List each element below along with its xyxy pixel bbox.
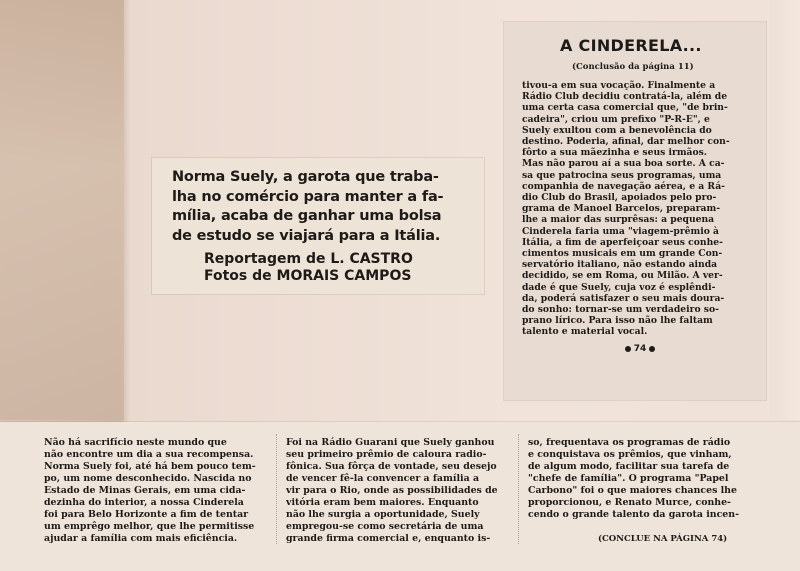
headline-line: de estudo se viajará para a Itália. — [172, 227, 441, 244]
body-line: dezinha do interior, a nossa Cinderela — [44, 497, 244, 508]
body-line: Cinderela faria uma "viagem-prêmio à — [522, 225, 719, 237]
body-line: vitória eram bem maiores. Enquanto — [286, 497, 479, 508]
body-line: vir para o Rio, onde as possibilidades de — [286, 485, 498, 496]
body-line: e conquistava os prêmios, que vinham, — [528, 449, 732, 460]
body-line: não encontre um dia a sua recompensa. — [44, 449, 254, 460]
page-right-edge — [770, 0, 800, 420]
body-line: decidido, se em Roma, ou Milão. A ver- — [522, 270, 723, 282]
body-line: uma certa casa comercial que, "de brin- — [522, 102, 728, 114]
body-line: po, um nome desconhecido. Nascida no — [44, 473, 252, 484]
body-line: companhia de navegação aérea, e a Rá- — [522, 180, 726, 192]
body-line: destino. Poderia, afinal, dar melhor con- — [522, 136, 730, 148]
body-line: um emprêgo melhor, que lhe permitisse — [44, 521, 255, 532]
body-line: cadeira", criou um prefixo "P-R-E", e — [522, 113, 710, 125]
body-line: prano lírico. Para isso não lhe faltam — [522, 315, 713, 327]
body-line: da, poderá satisfazer o seu mais doura- — [522, 292, 725, 304]
bullet-icon — [649, 346, 655, 352]
body-line: foi para Belo Horizonte a fim de tentar — [44, 509, 249, 520]
body-line: grama de Manoel Barcelos, preparam- — [522, 203, 721, 215]
continuation-clipping — [504, 22, 766, 400]
body-line: Não há sacrifício neste mundo que — [44, 437, 227, 448]
bullet-icon — [625, 346, 631, 352]
credits — [204, 251, 474, 285]
body-line: Norma Suely foi, até há bem pouco tem- — [44, 461, 256, 472]
body-line: empregou-se como secretária de uma — [286, 521, 484, 532]
headline-line: lha no comércio para manter a fa- — [172, 188, 444, 205]
body-line: Foi na Rádio Guarani que Suely ganhou — [286, 437, 495, 448]
headline — [172, 168, 472, 246]
headline-clipping — [152, 158, 484, 294]
intro-clipping — [0, 422, 800, 571]
column-3 — [528, 437, 756, 521]
body-line: talento e material vocal. — [522, 326, 648, 338]
report-credit: Reportagem de L. CASTRO — [204, 251, 413, 267]
headline-line: mília, acaba de ganhar uma bolsa — [172, 208, 442, 224]
page-number-text: 74 — [633, 344, 647, 354]
column-1 — [44, 437, 266, 545]
body-line: Rádio Club decidiu contratá-la, além de — [522, 91, 728, 103]
page-edge-shadow — [0, 0, 124, 420]
column-divider — [518, 434, 519, 544]
body-line: do sonho: tornar-se um verdadeiro so- — [522, 304, 719, 316]
body-line: dade é que Suely, cuja voz é esplêndi- — [522, 281, 716, 293]
body-line: de algum modo, facilitar sua tarefa de — [528, 461, 730, 472]
body-line: proporcionou, e Renato Murce, conhe- — [528, 497, 731, 508]
body-line: sa que patrocina seus programas, uma — [522, 169, 722, 181]
body-line: tivou-a em sua vocação. Finalmente a — [522, 80, 716, 91]
body-line: de vencer fê-la convencer a família a — [286, 473, 480, 484]
page-number — [610, 344, 670, 354]
body-line: Estado de Minas Gerais, em uma cida- — [44, 485, 246, 496]
body-line: Carbono" foi o que maiores chances lhe — [528, 485, 737, 496]
body-line: não lhe surgia a oportunidade, Suely — [286, 509, 480, 520]
body-line: "chefe de família". O programa "Papel — [528, 473, 729, 484]
body-line: dio Club do Brasil, apoiados pelo pro- — [522, 192, 717, 204]
body-line: servatório italiano, não estando ainda — [522, 259, 718, 271]
column-divider — [276, 434, 277, 544]
body-line: Suely exultou com a benevolência do — [522, 124, 712, 136]
headline-line: Norma Suely, a garota que traba- — [172, 169, 439, 185]
body-line: Itália, a fim de aperfeiçoar seus conhe- — [522, 236, 723, 248]
body-line: cendo o grande talento da garota incen- — [528, 509, 739, 520]
body-line: cimentos musicais em um grande Con- — [522, 248, 723, 260]
body-line: Mas não parou aí a sua boa sorte. A ca- — [522, 158, 725, 170]
body-line: fônica. Sua fôrça de vontade, seu desejo — [286, 461, 497, 472]
continuation-note: (CONCLUE NA PÁGINA 74) — [598, 534, 728, 544]
article-body — [522, 80, 762, 338]
body-line: grande firma comercial e, enquanto is- — [286, 533, 491, 544]
body-line: so, frequentava os programas de rádio — [528, 437, 731, 448]
body-line: lhe a maior das surprêsas: a pequena — [522, 214, 715, 226]
body-line: seu primeiro prêmio de caloura radio- — [286, 449, 487, 460]
body-line: ajudar a família com mais eficiência. — [44, 533, 238, 544]
body-line: fôrto a sua mãezinha e seus irmãos. — [522, 147, 708, 159]
article-subtitle: (Conclusão da página 11) — [572, 62, 694, 72]
article-title: A CINDERELA... — [560, 36, 702, 55]
column-2 — [286, 437, 506, 545]
photo-credit: Fotos de MORAIS CAMPOS — [204, 268, 412, 284]
